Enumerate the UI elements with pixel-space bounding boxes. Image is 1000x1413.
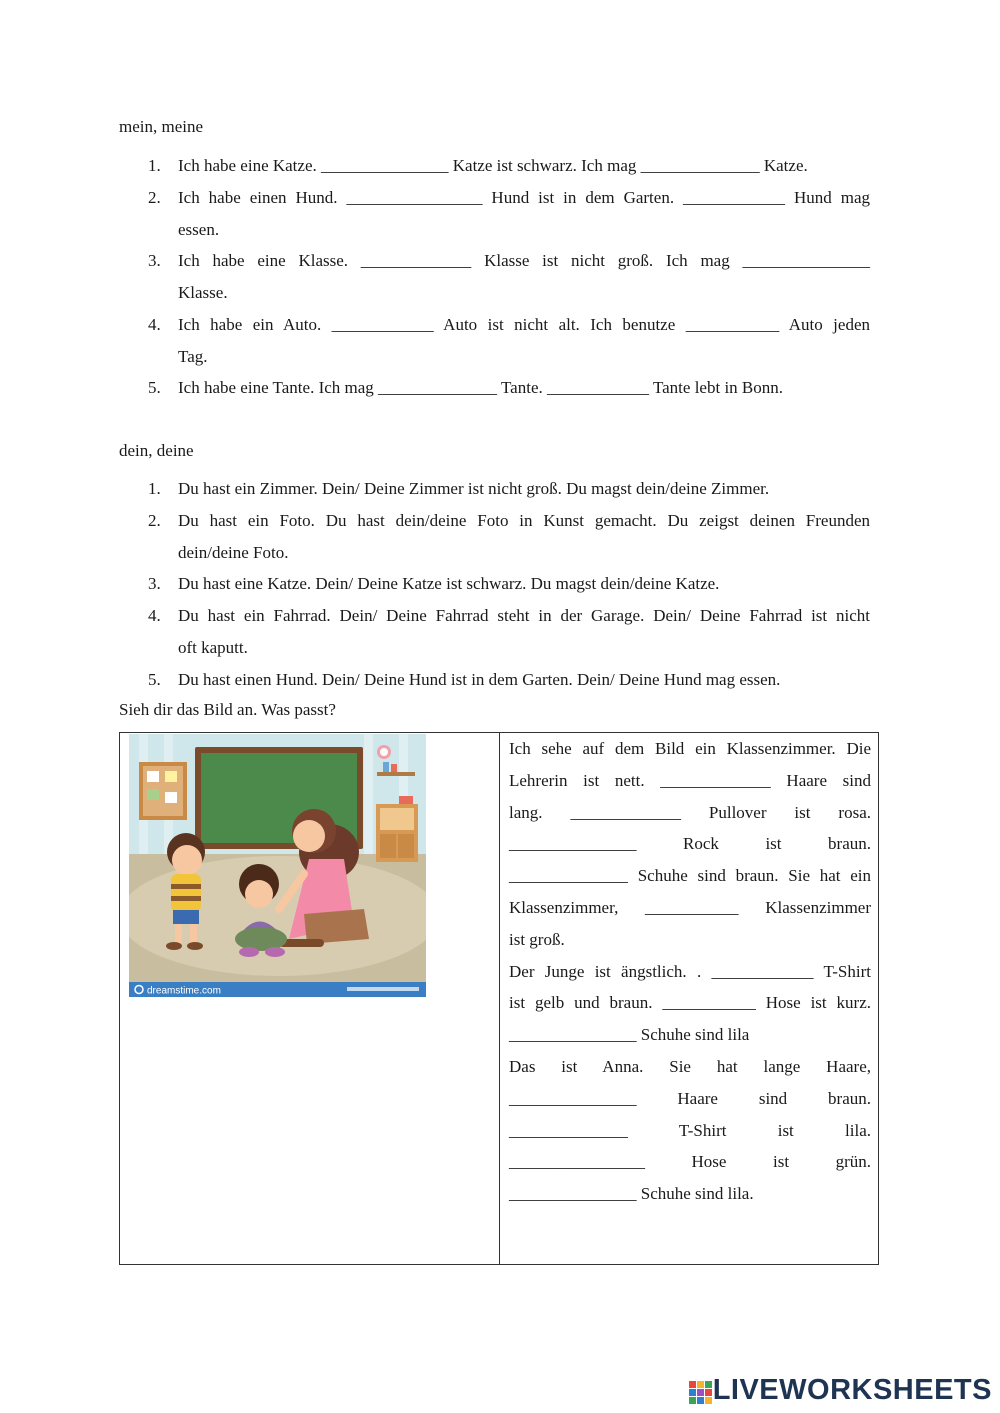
item-line: Du hast ein Fahrrad. Dein/ Deine Fahrrad steht in der Garage. Dein/ Deine Fahrrad ist nicht bbox=[178, 606, 870, 625]
exercise-item bbox=[148, 600, 870, 664]
item-line: Du hast ein Foto. Du hast dein/deine Foto in Kunst gemacht. Du zeigst deinen Freunden bbox=[178, 511, 870, 530]
item-number: 5. bbox=[148, 670, 161, 689]
paragraph-line: Lehrerin ist nett. _____________ Haare sind bbox=[509, 770, 871, 790]
item-line: Du hast eine Katze. Dein/ Deine Katze ist schwarz. Du magst dein/deine Katze. bbox=[178, 574, 720, 593]
item-number: 2. bbox=[148, 188, 161, 207]
paragraph-line: ________________ Hose ist grün. bbox=[509, 1152, 871, 1172]
exercise-item bbox=[148, 245, 870, 309]
paragraph-line: lang. _____________ Pullover ist rosa. bbox=[509, 802, 871, 822]
paragraph-line: Ich sehe auf dem Bild ein Klassenzimmer. Die bbox=[509, 739, 871, 758]
item-number: 3. bbox=[148, 251, 161, 270]
exercise-item bbox=[148, 309, 870, 373]
item-line: dein/deine Foto. bbox=[178, 543, 289, 562]
classroom-illustration bbox=[129, 734, 426, 997]
exercise-item bbox=[148, 182, 870, 246]
paragraph-line: _______________ Schuhe sind lila bbox=[509, 1025, 750, 1045]
fill-in-paragraph bbox=[509, 733, 871, 1210]
item-line: Ich habe ein Auto. ____________ Auto ist nicht alt. Ich benutze ___________ Auto jeden bbox=[178, 315, 870, 334]
item-number: 1. bbox=[148, 479, 161, 498]
paragraph-line: ______________ T-Shirt ist lila. bbox=[509, 1120, 871, 1140]
brand-text: LIVEWORKSHEETS bbox=[712, 1374, 992, 1406]
item-line: oft kaputt. bbox=[178, 638, 248, 657]
paragraph-line: ist gelb und braun. ___________ Hose ist kurz. bbox=[509, 993, 871, 1013]
exercise-item bbox=[148, 150, 870, 182]
item-number: 3. bbox=[148, 574, 161, 593]
item-number: 4. bbox=[148, 315, 161, 334]
paragraph-line: Der Junge ist ängstlich. . ____________ T-Shirt bbox=[509, 961, 871, 981]
section-heading-bild: Sieh dir das Bild an. Was passt? bbox=[119, 700, 336, 719]
item-line: Klasse. bbox=[178, 283, 228, 302]
picture-exercise-table bbox=[119, 732, 879, 1265]
paragraph-line: _______________ Haare sind braun. bbox=[509, 1088, 871, 1108]
section-heading-dein: dein, deine bbox=[119, 441, 194, 460]
watermark-text: dreamstime.com bbox=[147, 985, 221, 997]
exercise-item bbox=[148, 473, 870, 505]
section-heading-mein: mein, meine bbox=[119, 117, 204, 136]
item-line: Ich habe einen Hund. ________________ Hund ist in dem Garten. ____________ Hund mag bbox=[178, 188, 870, 207]
paragraph-line: Klassenzimmer, ___________ Klassenzimmer bbox=[509, 897, 871, 917]
item-line: Du hast einen Hund. Dein/ Deine Hund ist in dem Garten. Dein/ Deine Hund mag essen. bbox=[178, 670, 781, 689]
item-number: 4. bbox=[148, 606, 161, 625]
item-line: essen. bbox=[178, 220, 220, 239]
exercise-item bbox=[148, 372, 870, 404]
item-number: 5. bbox=[148, 378, 161, 397]
item-line: Du hast ein Zimmer. Dein/ Deine Zimmer ist nicht groß. Du magst dein/deine Zimmer. bbox=[178, 479, 770, 498]
paragraph-line: ______________ Schuhe sind braun. Sie hat ein bbox=[509, 866, 871, 886]
paragraph-line: _______________ Schuhe sind lila. bbox=[509, 1184, 754, 1204]
item-number: 2. bbox=[148, 511, 161, 530]
liveworksheets-logo bbox=[689, 1374, 992, 1407]
table-divider bbox=[499, 733, 500, 1264]
item-line: Ich habe eine Tante. Ich mag ______________ Tante. ____________ Tante lebt in Bonn. bbox=[178, 378, 784, 397]
paragraph-line: ist groß. bbox=[509, 929, 565, 949]
liveworksheets-icon bbox=[689, 1378, 713, 1404]
item-line: Ich habe eine Klasse. _____________ Klasse ist nicht groß. Ich mag _______________ bbox=[178, 251, 870, 270]
item-number: 1. bbox=[148, 156, 161, 175]
item-line: Ich habe eine Katze. _______________ Katze ist schwarz. Ich mag ______________ Katze. bbox=[178, 156, 808, 175]
item-line: Tag. bbox=[178, 347, 208, 366]
exercise-item bbox=[148, 505, 870, 569]
paragraph-line: Das ist Anna. Sie hat lange Haare, bbox=[509, 1056, 871, 1076]
exercise-item bbox=[148, 568, 870, 600]
exercise-item bbox=[148, 664, 870, 696]
paragraph-line: _______________ Rock ist braun. bbox=[509, 834, 871, 854]
